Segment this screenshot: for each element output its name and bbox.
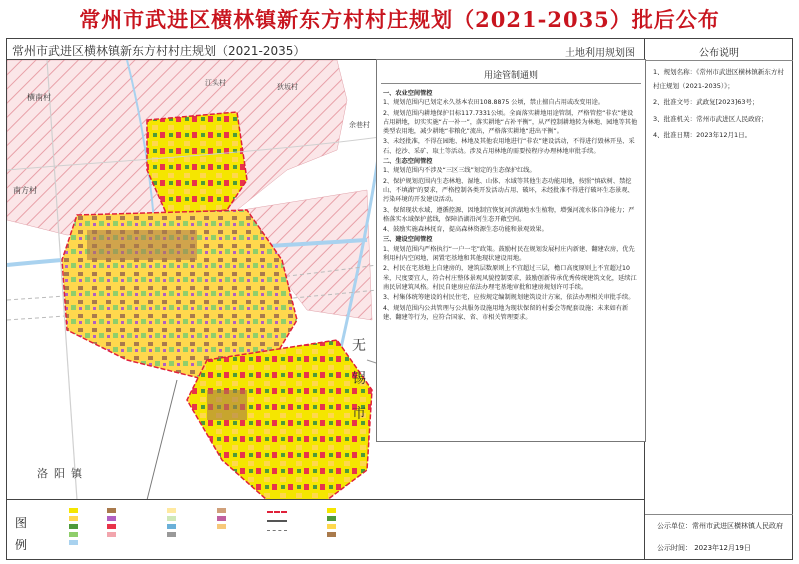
legend-swatch-boundary bbox=[267, 511, 287, 513]
rules-item: 3、未经批准，不得在园地、林地及其他农用地进行“非农”建设活动，不得进行毁林开垦、采石、挖沙、采矿、取土等活动。涉及占用林地的需要按程序办理林地审批手续。 bbox=[383, 138, 635, 155]
map-type-label: 土地利用规划图 bbox=[565, 48, 635, 59]
publish-date: 公示时间： 2023年12月19日 bbox=[657, 544, 751, 552]
rules-item: 1、规划范围内不涉及“三区三线”划定的生态保护红线。 bbox=[383, 167, 536, 175]
notice-item: 2、批准文号：武政复[2023]63号； bbox=[653, 98, 759, 106]
place-label-zhuifang: 狄坂村 bbox=[277, 83, 298, 91]
legend-swatch-hatched bbox=[107, 532, 116, 537]
place-label-yuxiang: 余巷村 bbox=[349, 121, 370, 129]
place-label-hengnan: 横南村 bbox=[27, 93, 51, 102]
notice-panel bbox=[645, 38, 793, 560]
rules-item: 4、鼓励实施森林抚育，提高森林资源生态功能和景观效果。 bbox=[383, 226, 548, 234]
village-block-north bbox=[147, 112, 247, 215]
rules-item: 2、规划范围内耕地保护目标117.7331公顷。全面落实耕地用途管制，严格管控“非农”建设占用耕地，切实实施“占一补一”，落实耕地“占补平衡”，从严控制耕地转为林地、园地等其他类型农用地，减少耕地“非粮化”流出，严格落实耕地“进出平衡”。 bbox=[383, 109, 638, 136]
rules-item: 3、保留现状水域，遵循控源、因地制宜恢复河滨湖地水生植物，增强河流水体自净能力；严格落实水域保护蓝线，保障沿湖沿河生态开敞空间。 bbox=[383, 206, 635, 223]
rules-item: 1、规划范围内严格执行“一户一宅”政策。鼓励村民在规划发展村庄内新建、翻建农房，优先利用村内空闲地、闲置宅基地和其他现状建设用地。 bbox=[383, 245, 635, 263]
map-legend bbox=[7, 499, 644, 559]
place-label-nanfang: 南方村 bbox=[13, 186, 37, 195]
rules-section-heading: 二、生态空间管控 bbox=[383, 158, 433, 166]
publisher-unit: 公示单位：常州市武进区横林镇人民政府 bbox=[657, 522, 783, 530]
notice-item: 1、规划名称：《常州市武进区横林镇新东方村村庄规划（2021-2035）》； bbox=[653, 68, 784, 90]
rules-body bbox=[377, 84, 645, 322]
legend-swatch-farmland-2 bbox=[327, 508, 336, 513]
legend-swatch-commercial bbox=[107, 524, 116, 529]
legend-swatch-farmland bbox=[69, 508, 78, 513]
legend-swatch-road bbox=[167, 532, 176, 537]
legend-swatch-water bbox=[69, 540, 78, 545]
legend-swatch-grass bbox=[167, 516, 176, 521]
place-label-jiangtou: 江头村 bbox=[205, 79, 226, 87]
legend-swatch-utility bbox=[217, 516, 226, 521]
notice-item: 3、批准机关：常州市武进区人民政府； bbox=[653, 114, 768, 123]
publisher-divider bbox=[645, 514, 793, 515]
land-use-rules-panel bbox=[376, 59, 646, 442]
rules-section-heading: 三、建设空间管控 bbox=[383, 236, 433, 244]
legend-swatch-industrial-2 bbox=[327, 532, 336, 537]
rules-title: 用途管制通则 bbox=[381, 60, 641, 84]
legend-title: 图例 bbox=[15, 516, 28, 552]
legend-swatch-public bbox=[107, 516, 116, 521]
legend-swatch-rail bbox=[267, 520, 287, 522]
legend-swatch-storage bbox=[217, 508, 226, 513]
legend-swatch-line bbox=[267, 530, 287, 531]
rules-item: 4、规划范围内公共管理与公共服务设施用地为现状保留的村委会等配套设施；未来如有新建、翻建等行为，应符合国家、省、市相关管理要求。 bbox=[383, 304, 629, 321]
rules-item: 1、规划范围内已划定永久基本农田108.8875 公顷，禁止擅自占用或改变用途。 bbox=[383, 99, 605, 107]
page-title: 常州市武进区横林镇新东方村村庄规划（2021-2035）批后公布 bbox=[79, 7, 720, 32]
place-label-wuxi-2: 锡 bbox=[352, 371, 366, 387]
notice-item: 4、批准日期：2023年12月1日。 bbox=[653, 131, 752, 139]
rules-item: 2、保护规划范围内生态林地、湿地、山体、水域等其他生态功能用地，按照“慎砍树、禁挖山、不填湖”的要求，严格控制各类开发活动占用、破坏，未经批准不得进行破坏生态景观、污染环境的开发建设活动。 bbox=[383, 177, 634, 204]
legend-swatch-garden bbox=[167, 508, 176, 513]
rules-item: 2、村民在宅基地上自建房的，建筑层数原则上不宜超过三层，檐口高度原则上不宜超过10米，尺度要宜人，符合村庄整体景观风貌控制要求，鼓励创新传承优秀传统建筑文化，延续江南民居建筑风格。村民自建房应依法办理宅基地审批和建房规划许可手续。 bbox=[383, 265, 637, 291]
legend-swatch-pond bbox=[167, 524, 176, 529]
legend-swatch-housing-2 bbox=[327, 524, 336, 529]
legend-swatch-industrial bbox=[107, 508, 116, 513]
notice-items bbox=[653, 66, 789, 146]
legend-swatch-forest-2 bbox=[327, 516, 336, 521]
legend-swatch-park bbox=[69, 532, 78, 537]
rules-item: 3、村集体统筹建设的村民住宅，应按规定编制规划建筑设计方案，依法办理相关审批手续。 bbox=[383, 294, 635, 302]
legend-swatch-mixed bbox=[217, 524, 226, 529]
map-subtitle: 常州市武进区横林镇新东方村村庄规划（2021-2035） bbox=[12, 44, 306, 58]
place-label-wuxi-1: 无 bbox=[352, 338, 366, 354]
rules-section-heading: 一、农业空间管控 bbox=[383, 90, 433, 97]
notice-title: 公布说明 bbox=[699, 48, 739, 59]
legend-swatch-forest bbox=[69, 524, 78, 529]
legend-swatch-housing bbox=[69, 516, 78, 521]
notice-divider bbox=[645, 60, 793, 61]
place-label-luoyang: 洛阳镇 bbox=[37, 467, 88, 480]
place-label-wuxi-3: 市 bbox=[352, 406, 366, 422]
